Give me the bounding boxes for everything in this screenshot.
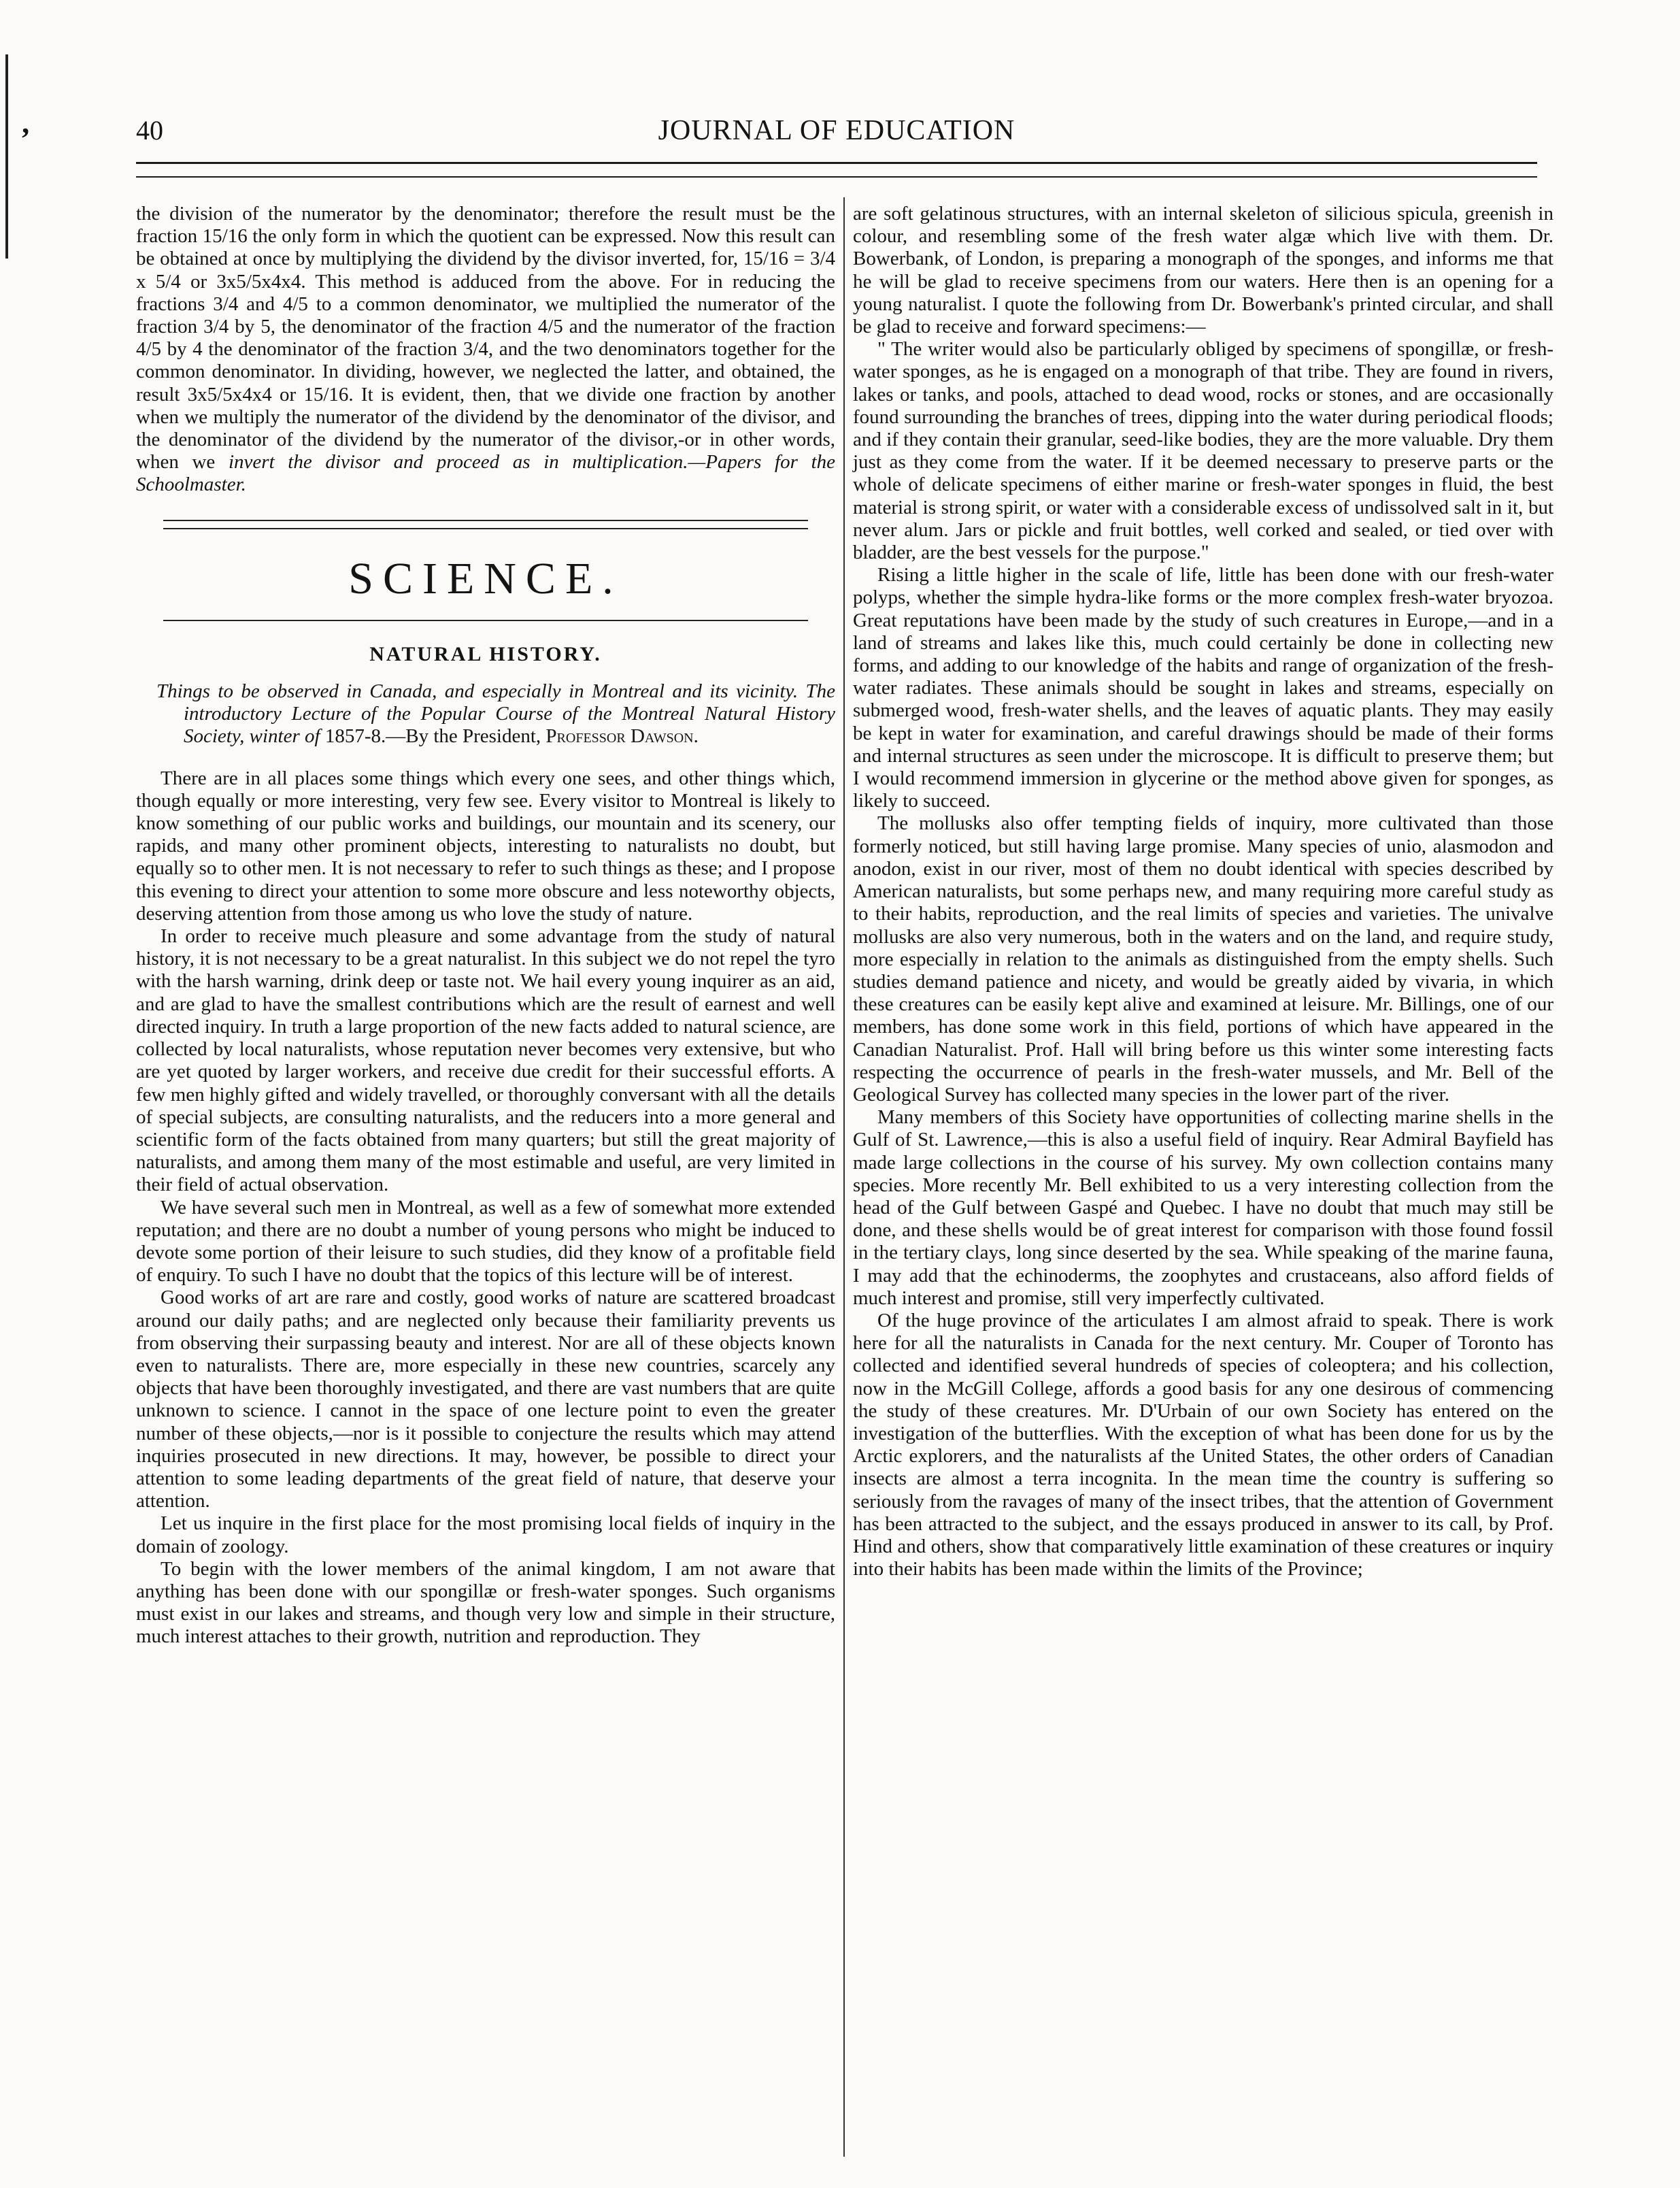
body-paragraph: In order to receive much pleasure and some advantage from the study of natural history, it is not necessary to be a great naturalist. In this subject we do not repel the tyro with the harsh warning, drink deep or taste not. We hail every young inquirer as an aid, and are glad to have the smallest contributions which are the result of earnest and well directed inquiry. In truth a large proportion of the new facts added to natural science, are collected by local naturalists, whose reputation never becomes very extensive, but who are yet quoted by larger workers, and receive due credit for their successful efforts. A few men highly gifted and widely travelled, or thoroughly conversant with all the details of special subjects, are consulting naturalists, and the reducers into a more general and scientific form of the facts obtained from many quarters; but still the great majority of naturalists, and among them many of the most estimable and useful, are very limited in their field of actual observation. bbox=[136, 925, 835, 1196]
body-paragraph: Many members of this Society have opportunities of collecting marine shells in the Gulf of St. Lawrence,—this is also a useful field of inquiry. Rear Admiral Bayfield has made large collections in the course of his survey. My own collection contains many species. More recently Mr. Bell exhibited to us a very interesting collection from the head of the Gulf between Gaspé and Quebec. I have no doubt that much may still be done, and these shells would be of great interest for comparison with those found fossil in the tertiary clays, long since deserted by the sea. While speaking of the marine fauna, I may add that the echinoderms, the zoophytes and crustaceans, also afford fields of much interest and promise, still very imperfectly cultivated. bbox=[853, 1106, 1553, 1309]
section-rule-single bbox=[163, 620, 808, 621]
section-rule bbox=[163, 520, 808, 529]
section-heading: SCIENCE. bbox=[348, 553, 623, 603]
left-column bbox=[136, 203, 835, 1648]
page-header bbox=[136, 114, 1537, 155]
header-double-rule bbox=[136, 162, 1537, 178]
body-paragraph: There are in all places some things which every one sees, and other things which, though equally or more interesting, very few see. Every visitor to Montreal is likely to know something of our public works and buildings, our mountain and its scenery, our rapids, and many other prominent objects, interesting to naturalists no doubt, but equally so to other men. It is not necessary to refer to such things as these; and I propose this evening to direct your attention to some more obscure and less noteworthy objects, deserving attention from those among us who love the study of nature. bbox=[136, 767, 835, 925]
page-number: 40 bbox=[136, 115, 163, 146]
column-divider bbox=[843, 197, 845, 2157]
lecture-intro bbox=[136, 680, 835, 748]
body-paragraph: We have several such men in Montreal, as well as a few of somewhat more extended reputation; and there are no doubt a number of young persons who might be induced to devote some portion of their leisure to such studies, did they know of a profitable field of enquiry. To such I have no doubt that the topics of this lecture will be of interest. bbox=[136, 1196, 835, 1287]
body-paragraph: Rising a little higher in the scale of life, little has been done with our fresh-water polyps, whether the simple hydra-like forms or the more complex fresh-water bryozoa. Great reputations have been made by the study of such creatures in Europe,—and in a land of streams and lakes like this, much could certainly be done in collecting new forms, and adding to our knowledge of the habits and range of organization of the fresh-water radiates. These animals should be sought in lakes and streams, especially on submerged wood, fresh-water shells, and the leaves of aquatic plants. They may easily be kept in water for examination, and careful drawings should be made of their forms and internal structures as seen under the microscope. It is difficult to preserve them; but I would recommend immersion in glycerine or the method above given for sponges, as likely to succeed. bbox=[853, 564, 1553, 812]
sub-heading: NATURAL HISTORY. bbox=[369, 642, 602, 665]
body-paragraph: To begin with the lower members of the animal kingdom, I am not aware that anything has been done with our spongillæ or fresh-water sponges. Such organisms must exist in our lakes and streams, and though very low and simple in their structure, much interest attaches to their growth, nutrition and reproduction. They bbox=[136, 1557, 835, 1648]
fraction-text-italic: invert the divisor and proceed as in multiplication.—Papers for the Schoolmaster. bbox=[136, 451, 835, 496]
lecture-author: Professor Dawson. bbox=[545, 725, 699, 748]
lecture-intro-byline: 1857-8.—By the President, bbox=[324, 725, 541, 748]
body-paragraph: The mollusks also offer tempting fields of inquiry, more cultivated than those formerly noticed, but still having large promise. Many species of unio, alasmodon and anodon, exist in our river, most of them no doubt identical with species described by American naturalists, but some perhaps new, and many requiring more careful study as to their habits, reproduction, and the real limits of species and varieties. The univalve mollusks are also very numerous, both in the waters and on the land, and require study, more especially in relation to the animals as distinguished from the empty shells. Such studies demand patience and nicety, and would be greatly aided by vivaria, in which these creatures can be easily kept alive and examined at leisure. Mr. Billings, one of our members, has done some work in this field, portions of which have appeared in the Canadian Naturalist. Prof. Hall will bring before us this winter some interesting facts respecting the occurrence of pearls in the fresh-water mussels, and Mr. Bell of the Geological Survey has collected many species in the lower part of the river. bbox=[853, 812, 1553, 1106]
body-paragraph: are soft gelatinous structures, with an internal skeleton of silicious spicula, greenish in colour, and resembling some of the fresh water algæ which live with them. Dr. Bowerbank, of London, is preparing a monograph of the sponges, and informs me that he will be glad to receive specimens from our waters. Here then is an opening for a young naturalist. I quote the following from Dr. Bowerbank's printed circular, and shall be glad to receive and forward specimens:— bbox=[853, 203, 1553, 338]
body-paragraph: Good works of art are rare and costly, good works of nature are scattered broadcast around our daily paths; and are neglected only because their familiarity prevents us from observing their surpassing beauty and interest. Nor are all of these objects known even to naturalists. There are, more especially in these new countries, scarcely any objects that have been thoroughly investigated, and there are vast numbers that are quite unknown to science. I cannot in the space of one lecture point to even the greater number of these objects,—nor is it possible to conjecture the results which may attend inquiries prosecuted in new directions. It may, however, be possible to direct your attention to some leading departments of the great field of nature, that deserve your attention. bbox=[136, 1287, 835, 1512]
body-paragraph: Let us inquire in the first place for the most promising local fields of inquiry in the domain of zoology. bbox=[136, 1512, 835, 1557]
body-paragraph: Of the huge province of the articulates I am almost afraid to speak. There is work here for all the naturalists in Canada for the next century. Mr. Couper of Toronto has collected and identified several hundreds of species of coleoptera; and his collection, now in the McGill College, affords a good basis for any one desirous of commencing the study of these creatures. Mr. D'Urbain of our own Society has entered on the investigation of the butterflies. With the exception of what has been done for us by the Arctic explorers, and the naturalists af the United States, the other orders of Canadian insects are almost a terra incognita. In the mean time the country is suffering so seriously from the ravages of many of the insect tribes, that the attention of Government has been attracted to the subject, and the essays produced in answer to its call, by Prof. Hind and others, show that comparatively little examination of these creatures or inquiry into their habits has been made within the limits of the Province; bbox=[853, 1309, 1553, 1580]
fraction-text: the division of the numerator by the denominator; therefore the result must be the fraction 15/16 the only form in which the quotient can be expressed. Now this result can be obtained at once by multiplying the dividend by the divisor inverted, for, 15/16 = 3/4 x 5/4 or 3x5/5x4x4. This method is adduced from the above. For in reducing the fractions 3/4 and 4/5 to a common denominator, we multiplied the numerator of the fraction 3/4 by 5, the denominator of the fraction 4/5 and the numerator of the fraction 4/5 by 4 the denominator of the fraction 3/4, and the two denominators together for the common denominator. In dividing, however, we neglected the latter, and obtained, the result 3x5/5x4x4 or 15/16. It is evident, then, that we divide one fraction by another when we multiply the numerator of the dividend by the denominator of the divisor, and the denominator of the dividend by the numerator of the divisor,-or in other words, when we bbox=[136, 203, 835, 474]
right-column bbox=[853, 203, 1553, 1580]
margin-rule bbox=[5, 54, 8, 259]
lecture-intro-italic: Things to be observed in Canada, and especially in Montreal and its vicinity. The introductory Lecture of the Popular Course of the Montreal Natural History Society, winter of bbox=[156, 680, 835, 748]
fraction-paragraph bbox=[136, 203, 835, 497]
bowerbank-quote: " The writer would also be particularly obliged by specimens of spongillæ, or fresh-water sponges, as he is engaged on a monograph of that tribe. They are found in rivers, lakes or tanks, and pools, attached to dead wood, rocks or stones, and are occasionally found surrounding the branches of trees, dipping into the water during periodical floods; and if they contain their granular, seed-like bodies, they are the more valuable. Dry them just as they come from the water. If it be deemed necessary to preserve parts or the whole of delicate specimens of either marine or fresh-water sponges in fluid, the best material is strong spirit, or water with a considerable excess of undissolved salt in it, but never alum. Jars or pickle and fruit bottles, well corked and sealed, or tied over with bladder, are the best vessels for the purpose." bbox=[853, 338, 1553, 564]
margin-mark: ’ bbox=[20, 122, 31, 155]
journal-title: JOURNAL OF EDUCATION bbox=[658, 115, 1015, 146]
